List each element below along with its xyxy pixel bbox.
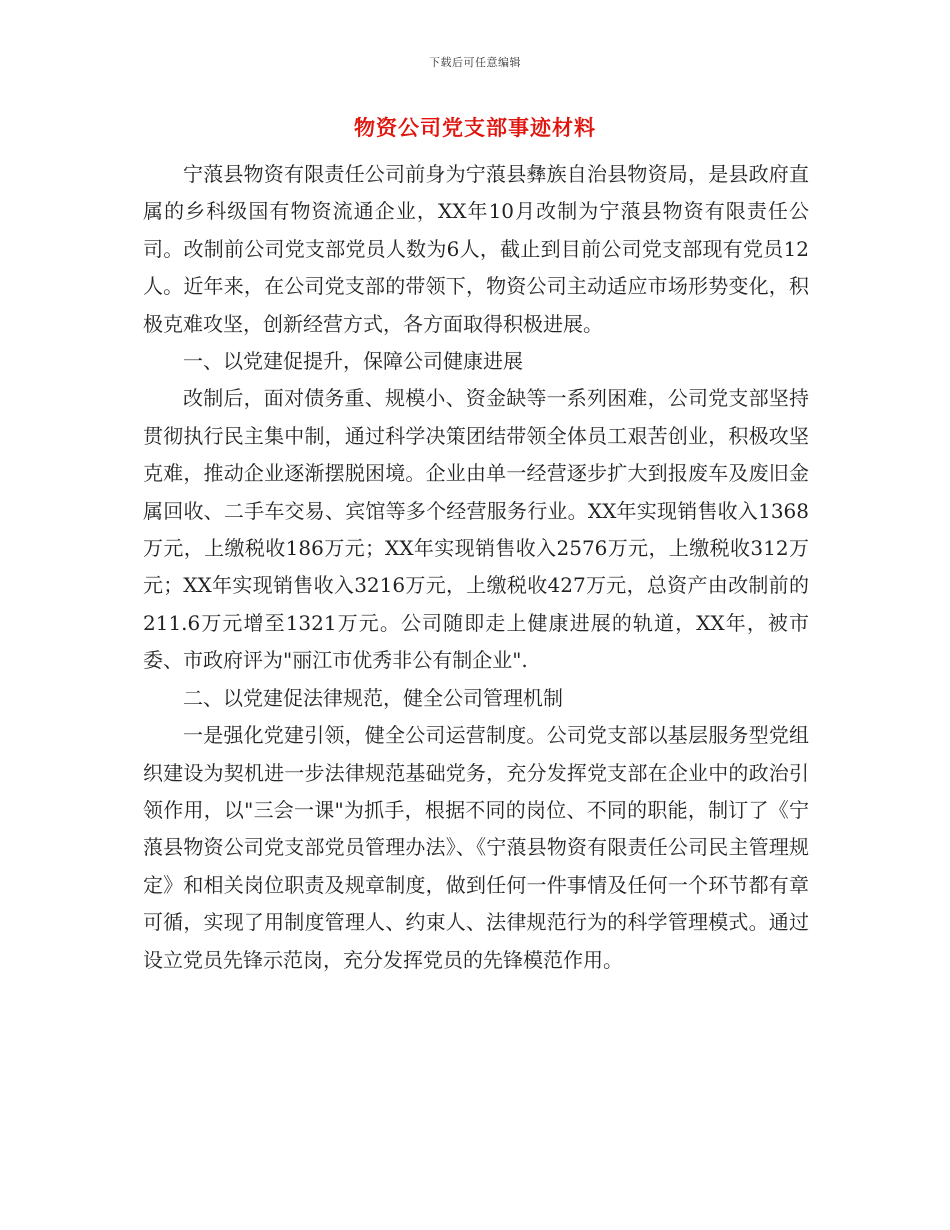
paragraph-section-1: 改制后，面对债务重、规模小、资金缺等一系列困难，公司党支部坚持贯彻执行民主集中制，通过科学决策团结带领全体员工艰苦创业，积极攻坚克难，推动企业逐渐摆脱困境。企业由单一经营逐步扩大到报废车及废旧金属回收、二手车交易、宾馆等多个经营服务行业。XX年实现销售收入1368万元，上缴税收186万元；XX年实现销售收入2576万元，上缴税收312万元；XX年实现销售收入3216万元，上缴税收427万元，总资产由改制前的211.6万元增至1321万元。公司随即走上健康进展的轨道，XX年，被市委、市政府评为"丽江市优秀非公有制企业". <box>143 386 809 673</box>
section-heading-2: 二、以党建促法律规范，健全公司管理机制 <box>183 685 563 710</box>
paragraph-intro: 宁蒗县物资有限责任公司前身为宁蒗县彝族自治县物资局，是县政府直属的乡科级国有物资流通企业，XX年10月改制为宁蒗县物资有限责任公司。改制前公司党支部党员人数为6人，截止到目前公司党支部现有党员12人。近年来，在公司党支部的带领下，物资公司主动适应市场形势变化，积极克难攻坚，创新经营方式，各方面取得积极进展。 <box>143 162 809 336</box>
document-body <box>143 156 809 979</box>
header-note: 下载后可任意编辑 <box>429 56 521 69</box>
section-heading-1: 一、以党建促提升，保障公司健康进展 <box>183 349 523 374</box>
paragraph-section-2: 一是强化党建引领，健全公司运营制度。公司党支部以基层服务型党组织建设为契机进一步法律规范基础党务，充分发挥党支部在企业中的政治引领作用，以"三会一课"为抓手，根据不同的岗位、不同的职能，制订了《宁蒗县物资公司党支部党员管理办法》、《宁蒗县物资有限责任公司民主管理规定》和相关岗位职责及规章制度，做到任何一件事情及任何一个环节都有章可循，实现了用制度管理人、约束人、法律规范行为的科学管理模式。通过设立党员先锋示范岗，充分发挥党员的先锋模范作用。 <box>143 723 809 972</box>
document-title: 物资公司党支部事迹材料 <box>354 115 596 140</box>
